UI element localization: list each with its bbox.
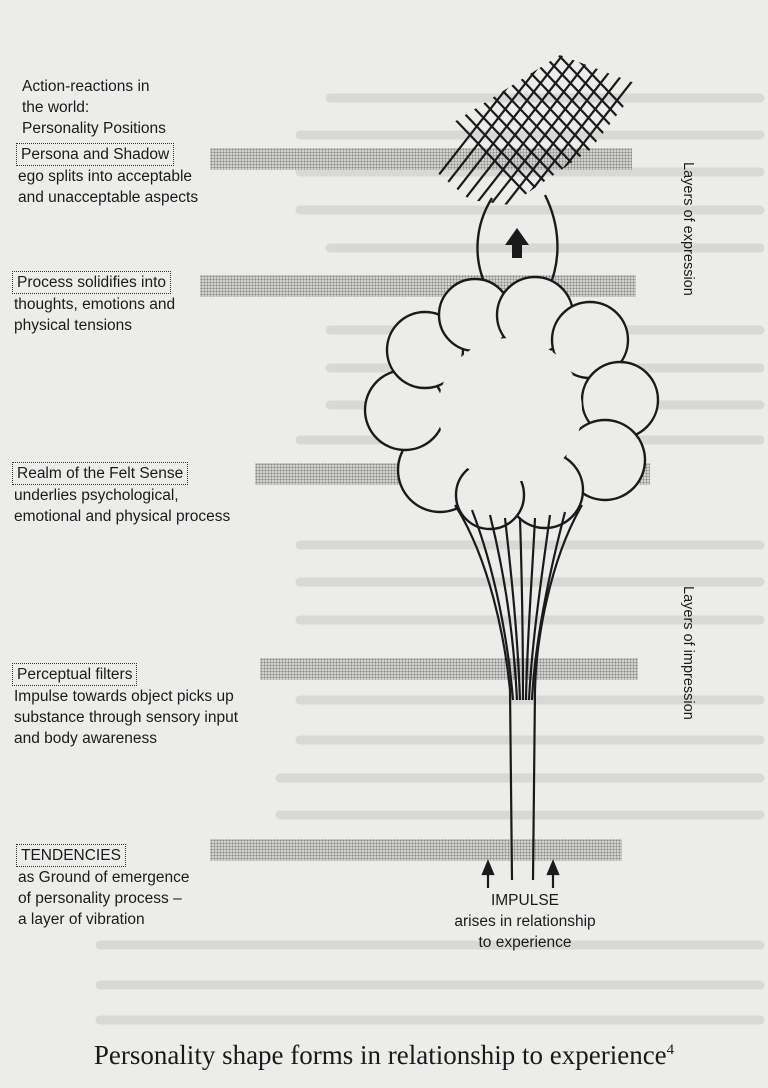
impulse-arrows (483, 862, 558, 888)
label-felt-sense (14, 462, 230, 527)
process-line-1: thoughts, emotions and (14, 296, 176, 313)
impulse-line-1: arises in relationship (454, 913, 596, 930)
process-line-2: physical tensions (14, 317, 133, 334)
layers-of-expression-label: Layers of expression (680, 162, 696, 296)
perceptual-heading: Perceptual filters (12, 663, 137, 686)
caption-footnote: 4 (666, 1042, 675, 1058)
caption-text: Personality shape forms in relationship to experience (93, 1040, 667, 1070)
label-tendencies (18, 844, 189, 930)
funnel-stem (455, 505, 582, 880)
impulse-line-2: to experience (478, 934, 572, 951)
action-line-3: Personality Positions (22, 120, 166, 137)
persona-line-1: ego splits into acceptable (18, 168, 193, 185)
label-perceptual-filters (14, 663, 238, 749)
figure-caption (0, 1040, 768, 1071)
felt-sense-heading: Realm of the Felt Sense (12, 462, 188, 485)
perceptual-line-1: Impulse towards object picks up (14, 688, 234, 705)
tendencies-line-1: as Ground of emergence (18, 869, 190, 886)
perceptual-line-2: substance through sensory input (14, 709, 239, 726)
impulse-title: IMPULSE (490, 892, 560, 909)
impulse-label (430, 890, 620, 953)
process-heading: Process solidifies into (12, 271, 171, 294)
label-persona-shadow (18, 143, 198, 208)
tendencies-line-3: a layer of vibration (18, 911, 145, 928)
persona-heading: Persona and Shadow (16, 143, 174, 166)
action-line-1: Action-reactions in (22, 78, 150, 95)
crosshatch-grid (360, 20, 768, 250)
tendencies-line-2: of personality process – (18, 890, 182, 907)
label-action-reactions (22, 76, 166, 139)
felt-sense-line-1: underlies psychological, (14, 487, 179, 504)
persona-line-2: and unacceptable aspects (18, 189, 199, 206)
up-arrow-icon (505, 228, 529, 258)
action-line-2: the world: (22, 99, 90, 116)
tendencies-heading: TENDENCIES (16, 844, 126, 867)
felt-sense-cloud (365, 277, 658, 529)
felt-sense-line-2: emotional and physical process (14, 508, 231, 525)
perceptual-line-3: and body awareness (14, 730, 158, 747)
label-process (14, 271, 175, 336)
layers-of-impression-label: Layers of impression (680, 586, 696, 720)
